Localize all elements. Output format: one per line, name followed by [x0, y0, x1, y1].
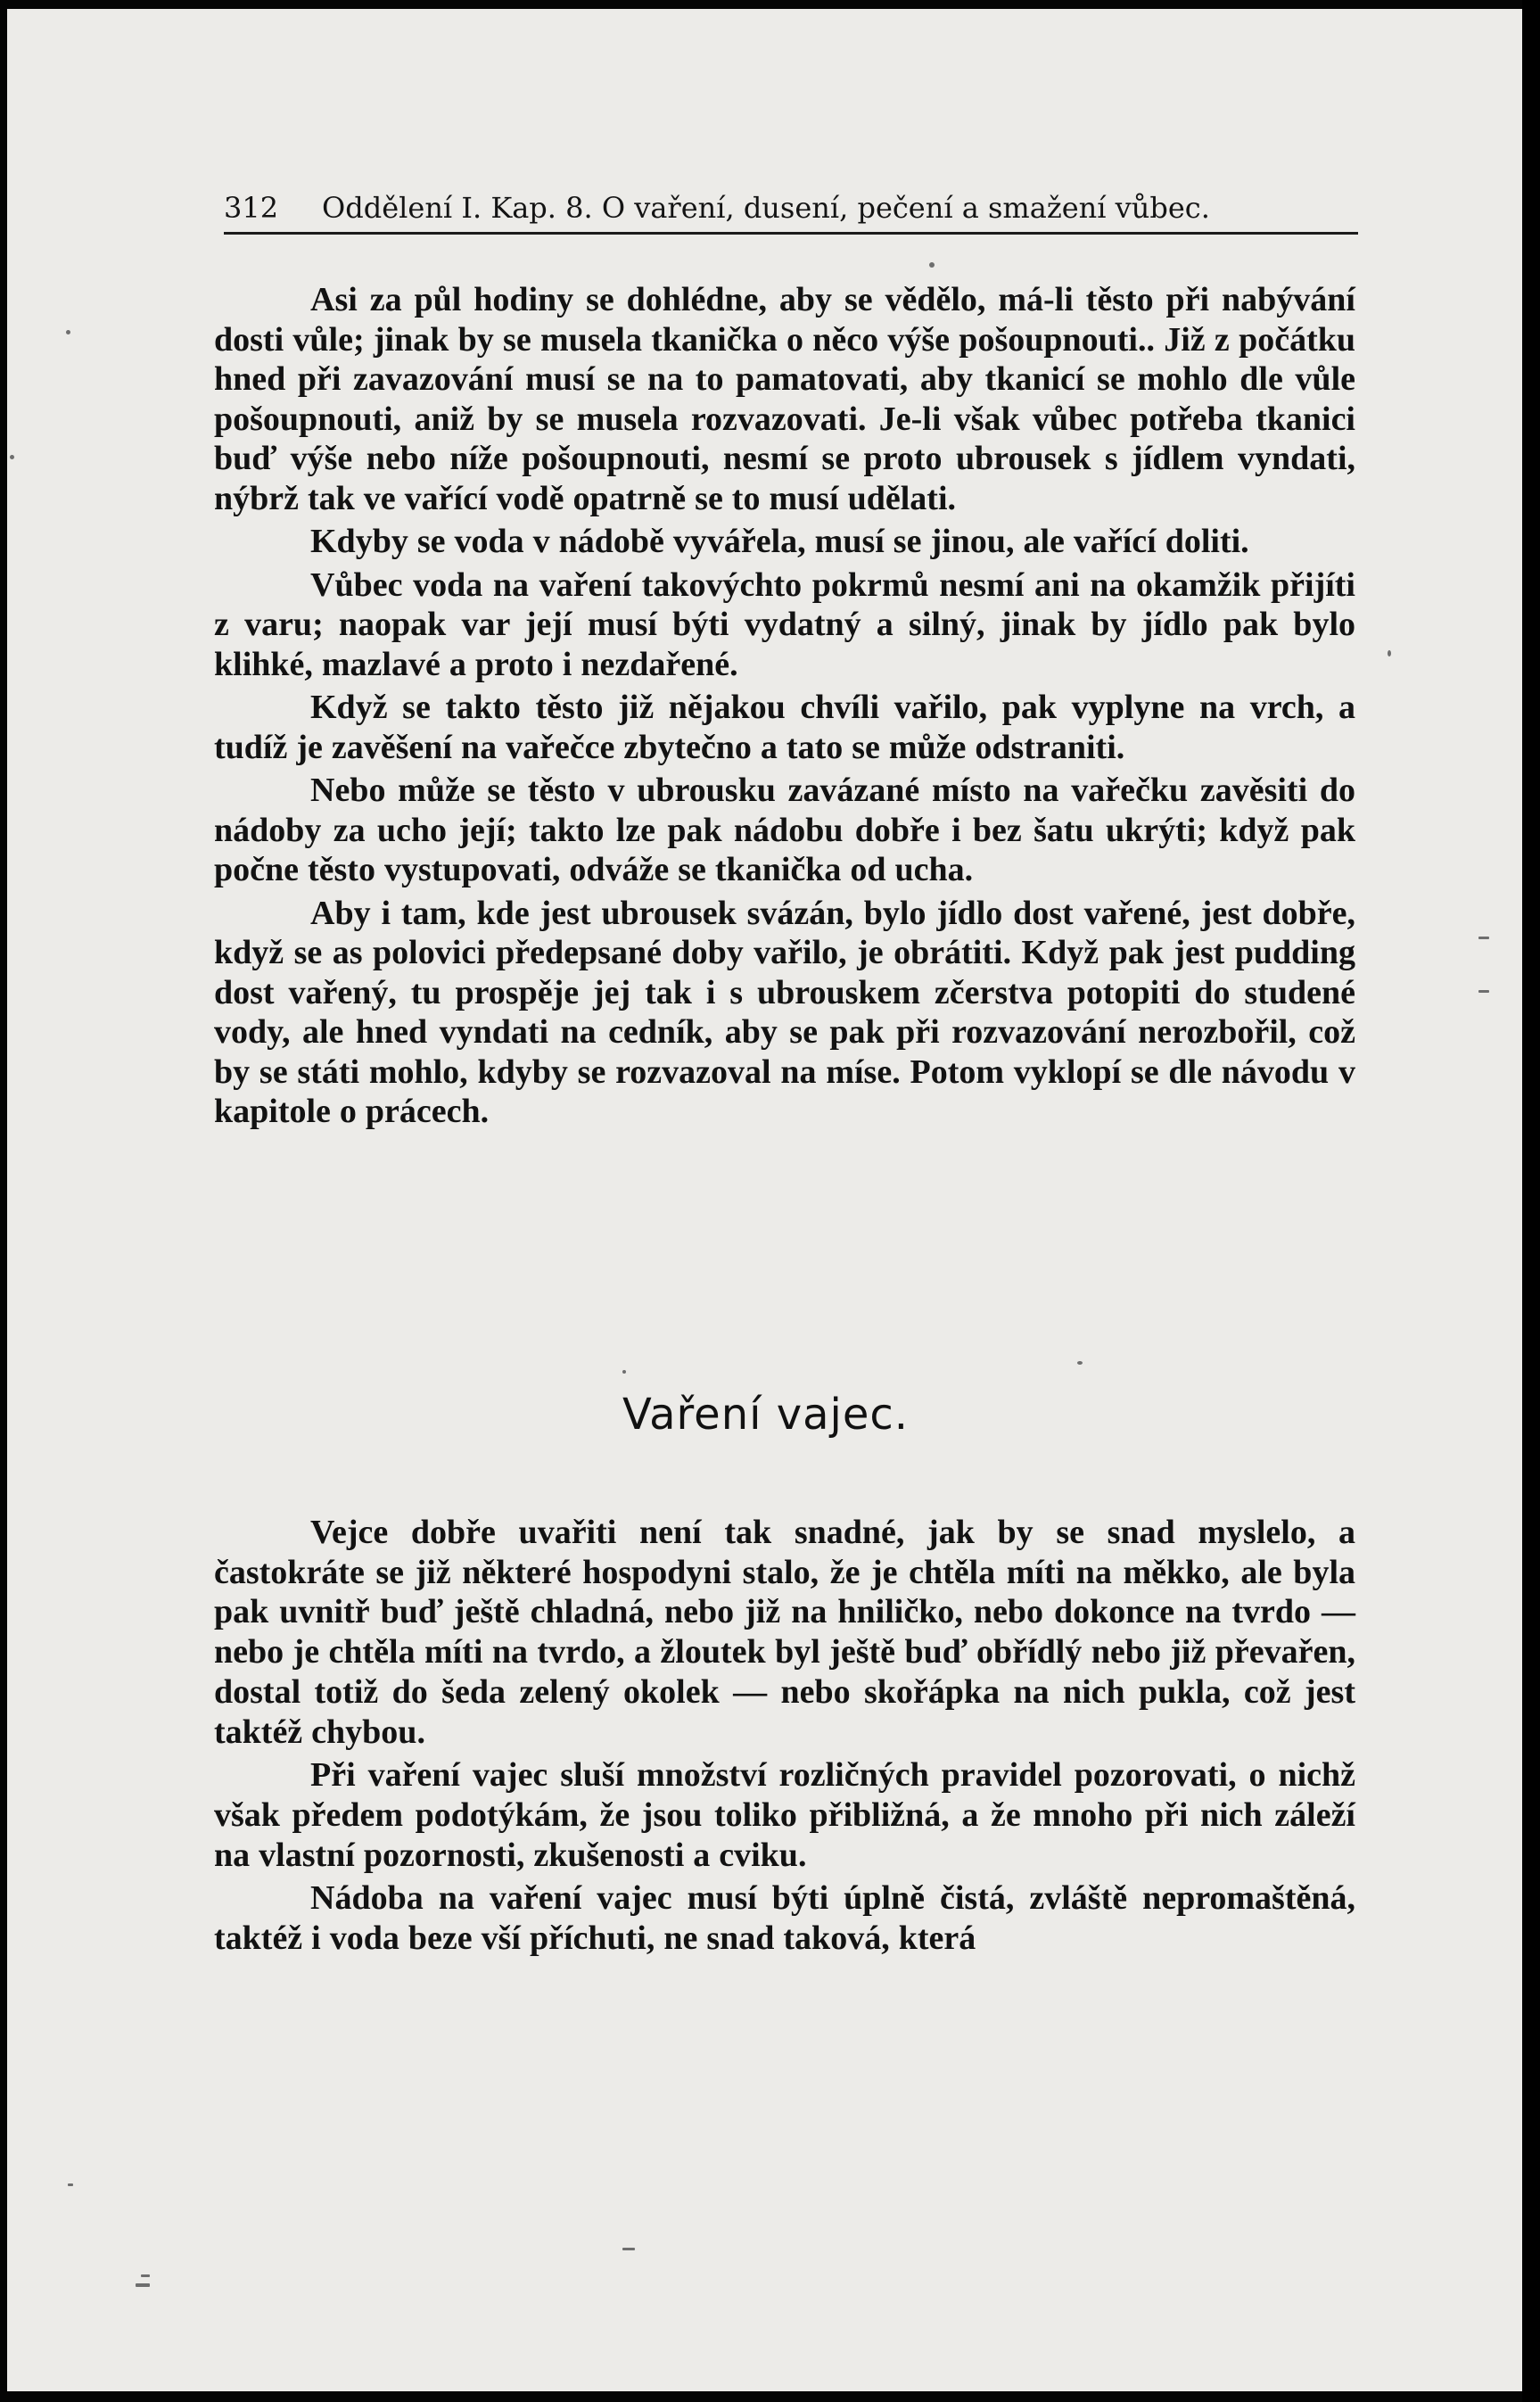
text-block-before	[214, 280, 1355, 1135]
text-block-after	[214, 1513, 1355, 1962]
scan-speck	[66, 330, 70, 334]
book-page	[7, 9, 1524, 2391]
running-title: Oddělení I. Kap. 8. O vaření, dusení, pečení a smažení vůbec.	[322, 191, 1210, 225]
section-heading: Vaření vajec.	[622, 1390, 910, 1440]
scan-speck	[1077, 1361, 1083, 1365]
scan-speck	[622, 1370, 626, 1374]
paragraph: Kdyby se voda v nádobě vyvářela, musí se jinou, ale vařící doliti.	[310, 523, 1249, 560]
scan-speck	[141, 2274, 150, 2277]
scan-speck	[929, 262, 935, 268]
scan-speck	[1388, 650, 1391, 656]
scan-speck	[68, 2183, 73, 2186]
paragraph: Asi za půl hodiny se dohlédne, aby se vědělo, má-li těsto při nabývání dosti vůle; jinak by se musela tkanička o něco výše pošoupnouti.. Již z počátku hned při zavazování musí se na to pamatovati, aby tkanicí se mohlo dle vůle pošoupnouti, aniž by se musela rozvazovati. Je-li však vůbec potřeba tkanici buď výše nebo níže pošoupnouti, nesmí se proto ubrousek s jídlem vyndati, nýbrž tak ve vařící vodě opatrně se to musí udělati.	[214, 281, 1355, 517]
running-head	[224, 184, 1358, 232]
scan-border	[1522, 0, 1540, 2402]
paragraph: Když se takto těsto již nějakou chvíli vařilo, pak vyplyne na vrch, a tudíž je zavěšení na vařečce zbytečno a tato se může odstraniti.	[214, 689, 1355, 766]
page-number: 312	[224, 191, 279, 225]
paragraph: Vůbec voda na vaření takovýchto pokrmů nesmí ani na okamžik přijíti z varu; naopak var její musí býti vydatný a silný, jinak by jídlo pak bylo klihké, mazlavé a proto i nezdařené.	[214, 565, 1355, 683]
header-rule	[224, 232, 1358, 235]
scan-speck	[10, 455, 14, 459]
scan-speck	[622, 2248, 635, 2250]
paragraph: Při vaření vajec sluší množství rozličných pravidel pozorovati, o nichž však předem podotýkám, že jsou toliko přibližná, a že mnoho při nich záleží na vlastní pozornosti, zkušenosti a cviku.	[214, 1756, 1355, 1874]
scan-speck	[1478, 937, 1489, 939]
paragraph: Nádoba na vaření vajec musí býti úplně čistá, zvláště nepromaštěná, taktéž i voda beze vší příchuti, ne snad taková, která	[214, 1879, 1355, 1958]
scan-speck	[1478, 990, 1489, 993]
paragraph: Vejce dobře uvařiti není tak snadné, jak by se snad myslelo, a častokráte se již některé hospodyni stalo, že je chtěla míti na měkko, ale byla pak uvnitř buď ještě chladná, nebo již na hniličko, nebo dokonce na tvrdo — nebo je chtěla míti na tvrdo, a žloutek byl ještě buď obřídlý nebo již převařen, dostal totiž do šeda zelený okolek — nebo skořápka na nich pukla, což jest taktéž chybou.	[214, 1514, 1355, 1751]
scan-speck	[136, 2283, 150, 2287]
paragraph: Aby i tam, kde jest ubrousek svázán, bylo jídlo dost vařené, jest dobře, když se as polovici předepsané doby vařilo, je obrátiti. Když pak jest pudding dost vařený, tu prospěje jej tak i s ubrouskem zčerstva potopiti do studené vody, ale hned vyndati na cedník, aby se pak při rozvazování nerozbořil, což by se státi mohlo, kdyby se rozvazoval na míse. Potom vyklopí se dle návodu v kapitole o prácech.	[214, 894, 1355, 1130]
paragraph: Nebo může se těsto v ubrousku zavázané místo na vařečku zavěsiti do nádoby za ucho její; takto lze pak nádobu dobře i bez šatu ukrýti; když pak počne těsto vystupovati, odváže se tkanička od ucha.	[214, 772, 1355, 888]
